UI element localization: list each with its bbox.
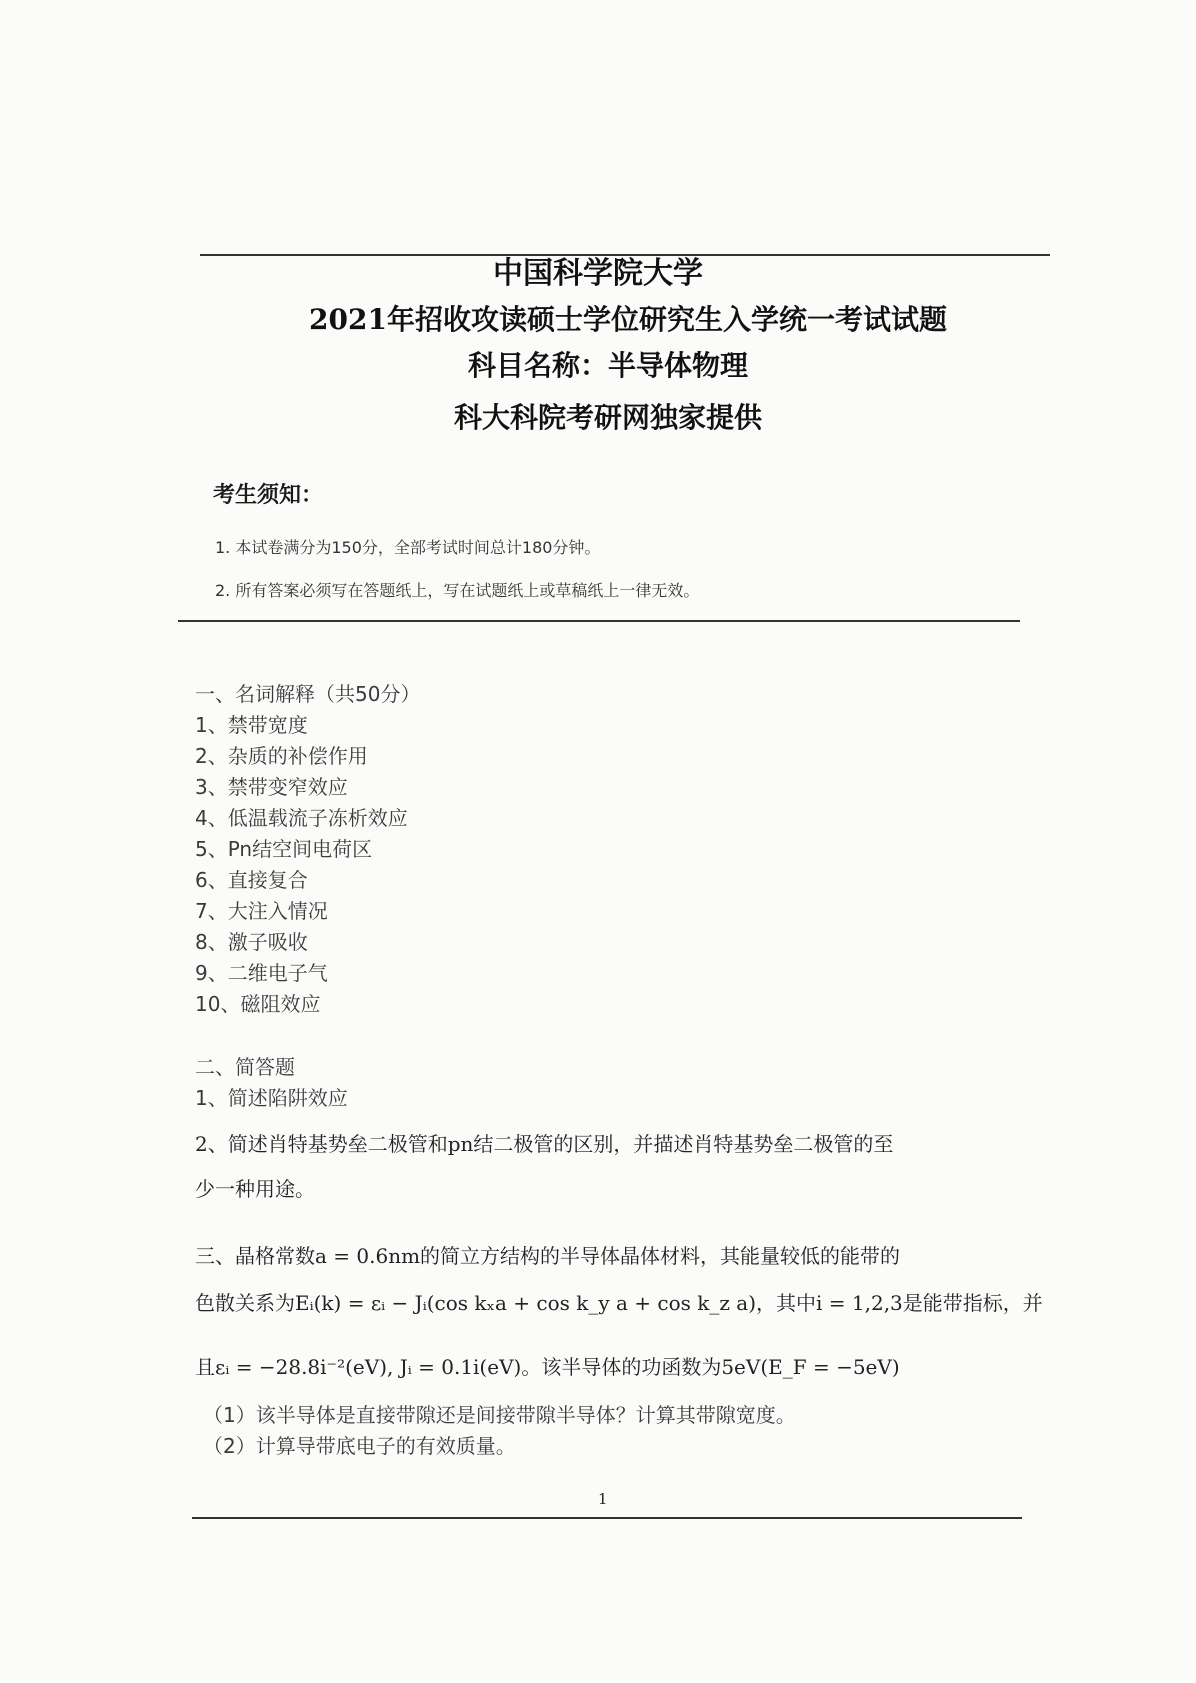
subject-title: 科目名称：半导体物理 xyxy=(467,349,748,382)
university-title: 中国科学院大学 xyxy=(493,256,703,291)
bottom-rule xyxy=(192,1517,1022,1519)
question-text: 少一种用途。 xyxy=(195,1177,315,1201)
list-item: 7、大注入情况 xyxy=(195,899,328,923)
section1-heading: 一、名词解释（共50分） xyxy=(195,682,421,706)
page-number: 1 xyxy=(598,1490,608,1508)
notice-heading: 考生须知： xyxy=(213,483,324,508)
list-item: 2、杂质的补偿作用 xyxy=(195,744,368,768)
list-item: 3、禁带变窄效应 xyxy=(195,775,348,799)
list-item: 8、激子吸收 xyxy=(195,930,308,954)
notice-item: 1. 本试卷满分为150分，全部考试时间总计180分钟。 xyxy=(215,538,601,557)
list-item: 4、低温载流子冻析效应 xyxy=(195,806,408,830)
notice-item: 2. 所有答案必须写在答题纸上，写在试题纸上或草稿纸上一律无效。 xyxy=(215,581,700,600)
sub-question: （1）该半导体是直接带隙还是间接带隙半导体？计算其带隙宽度。 xyxy=(203,1403,796,1427)
list-item: 1、禁带宽度 xyxy=(195,713,308,737)
provider-title: 科大科院考研网独家提供 xyxy=(453,401,762,434)
section2-heading: 二、简答题 xyxy=(195,1055,295,1079)
section3-line: 三、晶格常数a = 0.6nm的简立方结构的半导体晶体材料，其能量较低的能带的 xyxy=(195,1244,901,1268)
list-item: 10、磁阻效应 xyxy=(195,992,321,1016)
exam-title: 2021年招收攻读硕士学位研究生入学统一考试试题 xyxy=(309,303,947,336)
sub-question: （2）计算导带底电子的有效质量。 xyxy=(203,1434,516,1458)
question-text: 2、简述肖特基势垒二极管和pn结二极管的区别，并描述肖特基势垒二极管的至 xyxy=(195,1132,894,1156)
list-item: 6、直接复合 xyxy=(195,868,308,892)
list-item: 1、简述陷阱效应 xyxy=(195,1086,348,1110)
section3-line: 色散关系为Eᵢ(k) = εᵢ − Jᵢ(cos kₓa + cos k_y a + cos k_z a)，其中i = 1,2,3是能带指标，并 xyxy=(195,1291,1043,1315)
section3-line: 且εᵢ = −28.8i⁻²(eV), Jᵢ = 0.1i(eV)。该半导体的功函数为5eV(E_F = −5eV) xyxy=(195,1355,900,1379)
notice-rule xyxy=(178,620,1020,622)
list-item: 9、二维电子气 xyxy=(195,961,328,985)
list-item: 5、Pn结空间电荷区 xyxy=(195,837,373,861)
